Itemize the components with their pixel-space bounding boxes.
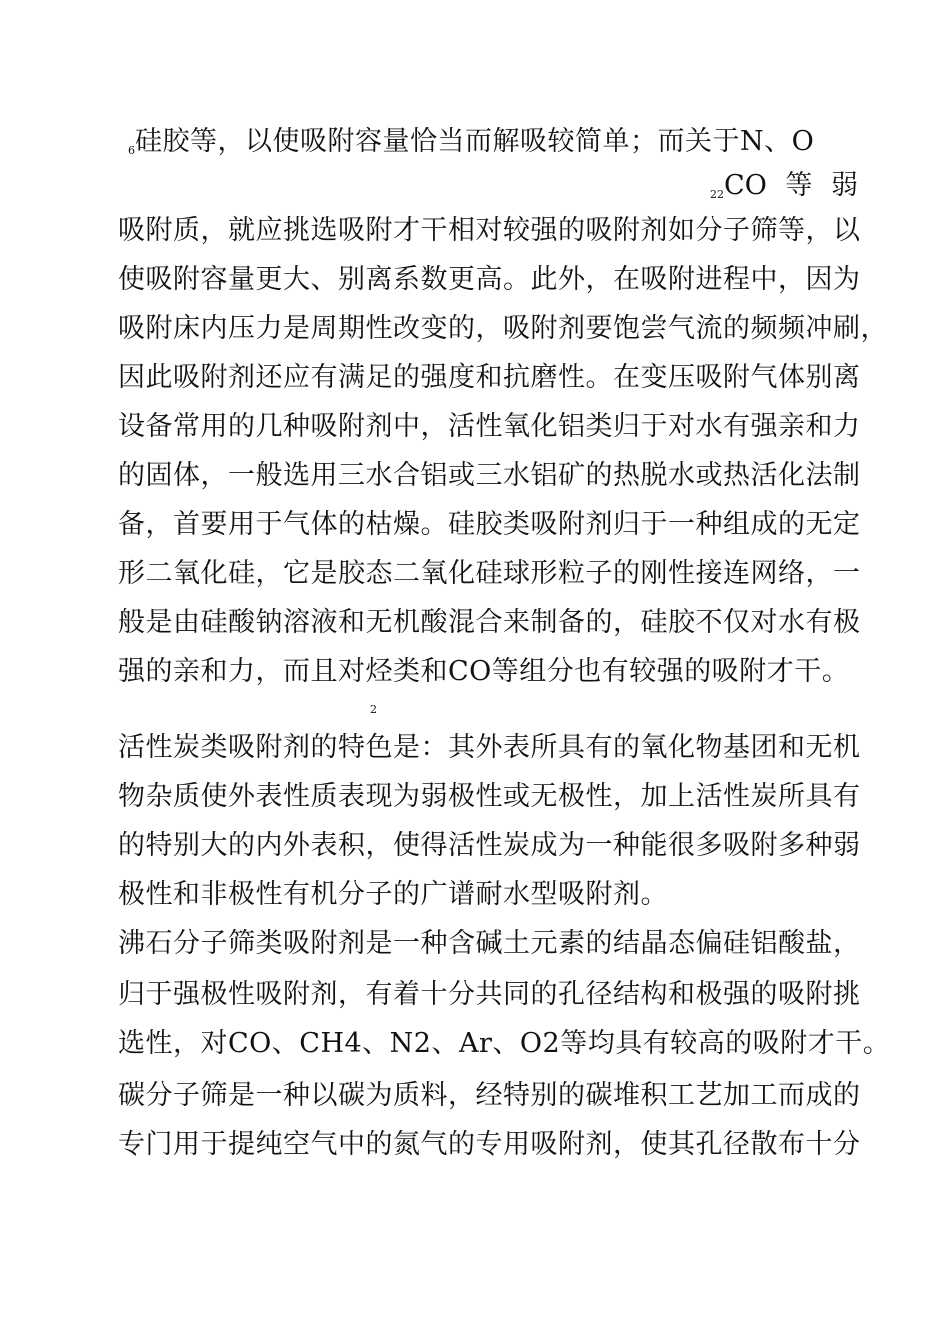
subscript-22: 22	[710, 188, 725, 201]
paragraph-line: 归于强极性吸附剂，有着十分共同的孔径结构和极强的吸附挑	[118, 979, 861, 1010]
paragraph-line: 般是由硅酸钠溶液和无机酸混合来制备的，硅胶不仅对水有极	[118, 607, 861, 638]
paragraph-line: 物杂质使外表性质表现为弱极性或无极性，加上活性炭所具有	[118, 781, 861, 812]
paragraph-line: 选性，对CO、CH4、N2、Ar、O2等均具有较高的吸附才干。	[118, 1028, 891, 1059]
paragraph-line: 的特别大的内外表积，使得活性炭成为一种能很多吸附多种弱	[118, 830, 861, 861]
paragraph-line: 设备常用的几种吸附剂中，活性氧化铝类归于对水有强亲和力	[118, 411, 861, 442]
paragraph-line: 的固体，一般选用三水合铝或三水铝矿的热脱水或热活化法制	[118, 460, 861, 491]
co2-subscript: 2	[370, 703, 377, 716]
paragraph-line: 沸石分子筛类吸附剂是一种含碱土元素的结晶态偏硅铝酸盐，	[118, 928, 861, 959]
paragraph-line: 形二氧化硅，它是胶态二氧化硅球形粒子的刚性接连网络，一	[118, 558, 861, 589]
paragraph-line: 吸附床内压力是周期性改变的，吸附剂要饱尝气流的频频冲刷，	[118, 313, 888, 344]
paragraph-line: 活性炭类吸附剂的特色是：其外表所具有的氧化物基团和无机	[118, 732, 861, 763]
text-line-1-content: 硅胶等，以使吸附容量恰当而解吸较简单；而关于N、O	[135, 126, 815, 157]
text-line-2-content: CO 等 弱	[724, 170, 858, 201]
text-line-2	[710, 168, 858, 213]
subscript-6: 6	[128, 144, 135, 157]
paragraph-line: 碳分子筛是一种以碳为质料，经特别的碳堆积工艺加工而成的	[118, 1080, 861, 1111]
paragraph-line: 因此吸附剂还应有满足的强度和抗磨性。在变压吸附气体别离	[118, 362, 861, 393]
text-line-1	[128, 124, 868, 169]
paragraph-line: 强的亲和力，而且对烃类和CO等组分也有较强的吸附才干。	[118, 656, 850, 687]
paragraph-line: 专门用于提纯空气中的氮气的专用吸附剂，使其孔径散布十分	[118, 1129, 861, 1160]
paragraph-line: 使吸附容量更大、别离系数更高。此外，在吸附进程中，因为	[118, 264, 861, 295]
paragraph-line: 备，首要用于气体的枯燥。硅胶类吸附剂归于一种组成的无定	[118, 509, 861, 540]
paragraph-line: 极性和非极性有机分子的广谱耐水型吸附剂。	[118, 879, 668, 910]
paragraph-line: 吸附质，就应挑选吸附才干相对较强的吸附剂如分子筛等，以	[118, 215, 861, 246]
